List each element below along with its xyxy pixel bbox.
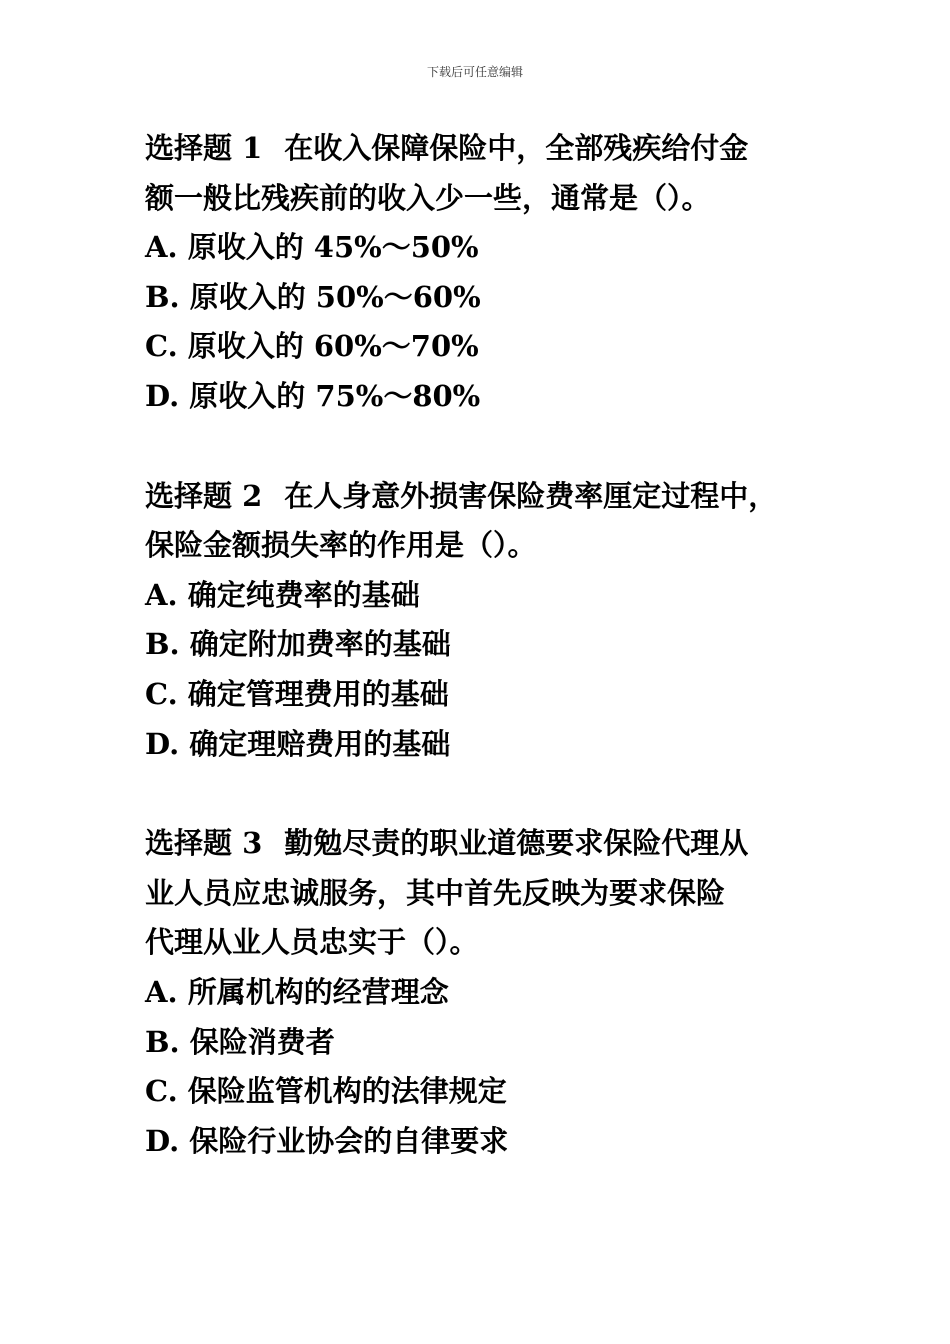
option-b: B. 原收入的 50%～60% xyxy=(145,279,481,314)
option-c: C. 原收入的 60%～70% xyxy=(145,329,479,364)
question-stem-text: 在收入保障保险中，全部残疾给付金 xyxy=(284,131,749,165)
question-1 xyxy=(145,124,835,422)
question-stem-line: 代理从业人员忠实于（）。 xyxy=(145,925,479,960)
document-body xyxy=(145,124,835,1216)
question-stem-text: 在人身意外损害保险费率厘定过程中， xyxy=(284,478,778,513)
option-a: A. 确定纯费率的基础 xyxy=(145,577,420,612)
question-stem-line xyxy=(145,124,835,174)
option-c: C. 保险监管机构的法律规定 xyxy=(145,1074,507,1109)
option-c: C. 确定管理费用的基础 xyxy=(145,676,449,711)
question-number: 选择题 3 xyxy=(145,826,263,861)
option-d: D. 原收入的 75%～80% xyxy=(145,378,481,413)
option-a: A. 原收入的 45%～50% xyxy=(145,230,479,265)
question-stem-line xyxy=(145,819,835,869)
option-a: A. 所属机构的经营理念 xyxy=(145,974,449,1009)
option-b: B. 保险消费者 xyxy=(145,1024,335,1059)
question-2 xyxy=(145,472,835,770)
question-stem-line: 保险金额损失率的作用是（）。 xyxy=(145,528,537,563)
question-stem-line: 业人员应忠诚服务，其中首先反映为要求保险 xyxy=(145,875,726,910)
question-3 xyxy=(145,819,835,1166)
question-stem-text: 勤勉尽责的职业道德要求保险代理从 xyxy=(284,826,749,861)
option-b: B. 确定附加费率的基础 xyxy=(145,627,451,662)
question-stem-line xyxy=(145,472,835,522)
page-header: 下载后可任意编辑 xyxy=(426,65,523,79)
option-d: D. 确定理赔费用的基础 xyxy=(145,726,451,761)
question-number: 选择题 1 xyxy=(145,131,263,165)
option-d: D. 保险行业协会的自律要求 xyxy=(145,1123,509,1158)
question-number: 选择题 2 xyxy=(145,478,263,513)
question-stem-line: 额一般比残疾前的收入少一些，通常是（）。 xyxy=(145,180,711,215)
